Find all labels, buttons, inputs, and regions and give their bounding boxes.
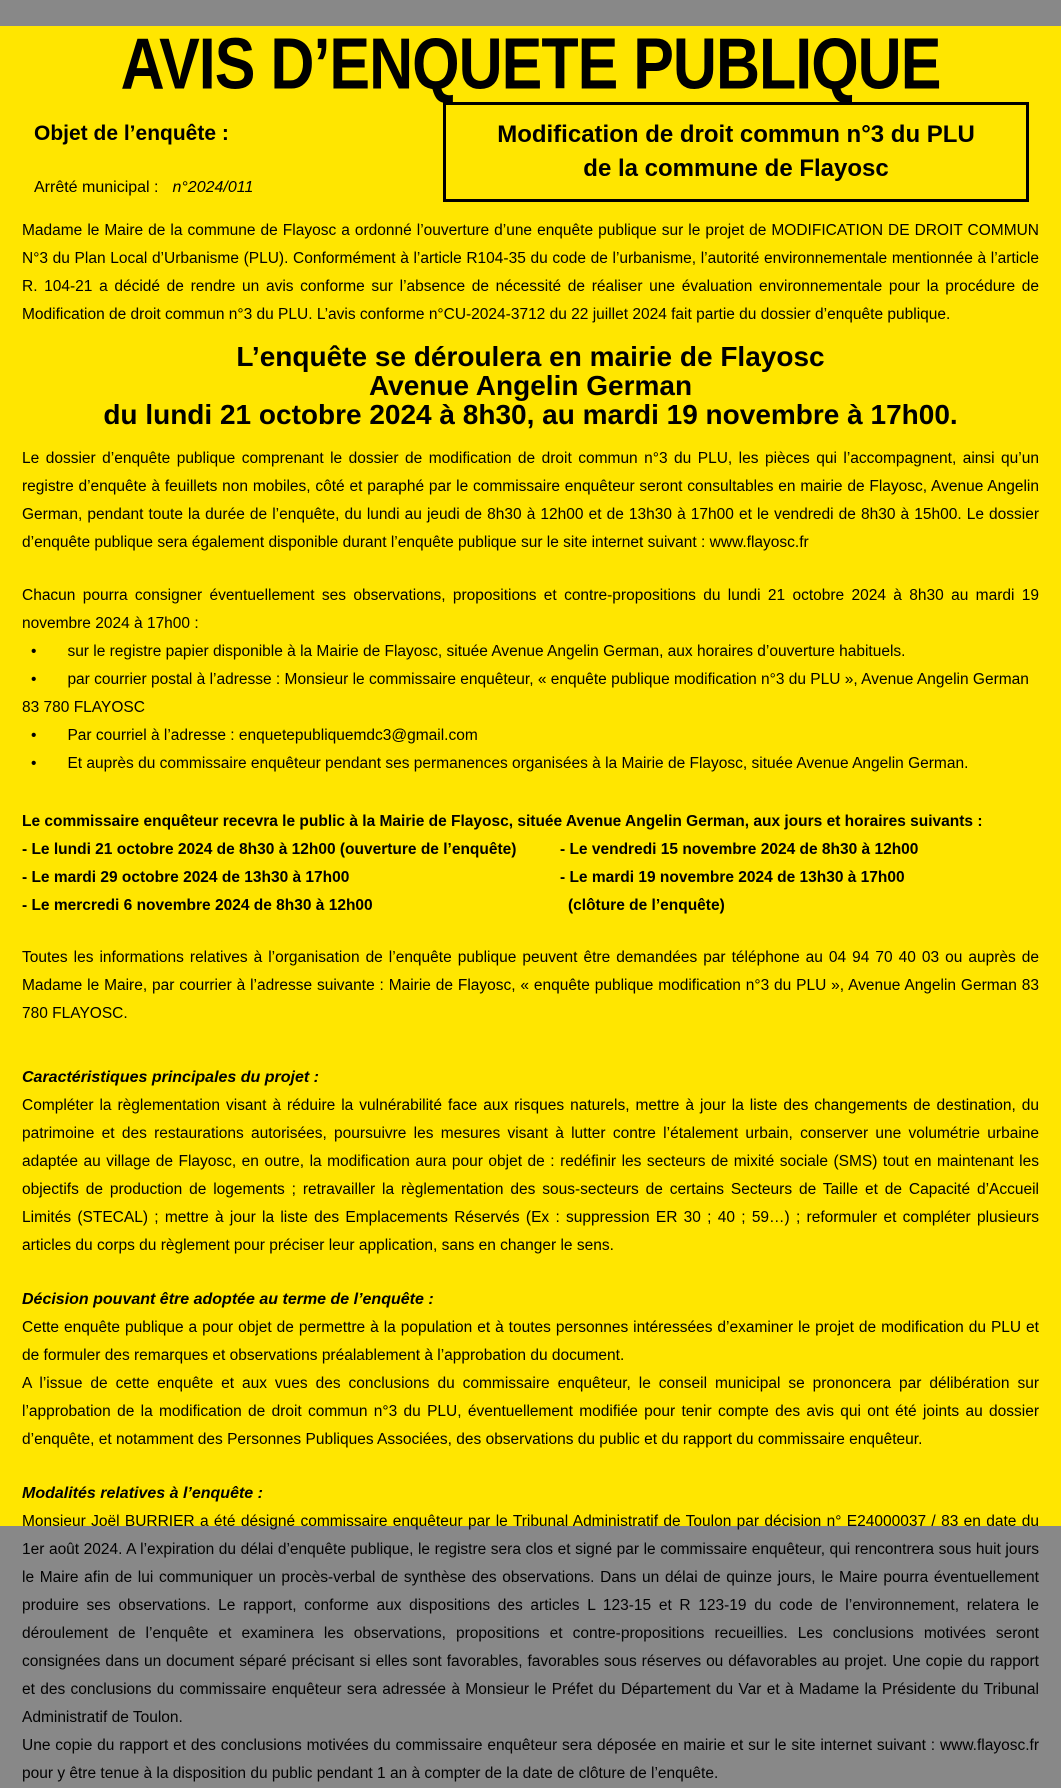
inquiry-object-label: Objet de l’enquête : [34,122,229,145]
section-heading: Caractéristiques principales du projet : [22,1069,319,1086]
header [22,102,1039,202]
decree-number: n°2024/011 [172,179,254,196]
subject-box-line2: de la commune de Flayosc [583,155,889,182]
schedule-session: - Le vendredi 15 novembre 2024 de 8h30 à 12h00 [560,841,919,858]
venue-heading-line1: L’enquête se déroulera en mairie de Flayosc [236,341,825,372]
schedule-session: - Le lundi 21 octobre 2024 de 8h30 à 12h00 (ouverture de l’enquête) [22,841,517,858]
public-inquiry-notice [0,23,1061,1782]
commissioner-schedule [22,808,1039,920]
observation-item-email [22,722,1039,750]
bullet-icon: • [31,727,37,744]
schedule-session: - Le mardi 29 octobre 2024 de 13h30 à 17h00 [22,869,350,886]
inquiry-subject-box [443,102,1029,202]
municipal-decree-line [34,179,253,197]
observations-block [22,582,1039,778]
observation-item-register [22,638,1039,666]
section-heading: Décision pouvant être adoptée au terme de l’enquête : [22,1291,434,1308]
dossier-paragraph: Le dossier d’enquête publique comprenant le dossier de modification de droit commun n°3 du PLU, les pièces qui l’accompagnent, ainsi qu’un registre d’enquête à feuillets non mobiles, côté et paraphé par le commissaire enquêteur seront consultables en mairie de Flayosc, Avenue Angelin German, pendant toute la durée de l’enquête, du lundi au jeudi de 8h30 à 12h00 et de 13h30 à 17h00 et le vendredi de 8h30 à 15h00. Le dossier d’enquête publique sera également disponible durant l’enquête publique sur le site internet suivant : www.flayosc.fr [22,450,1039,551]
venue-heading-line2: Avenue Angelin German [368,370,693,401]
header-left [22,102,253,202]
section-paragraph: A l’issue de cette enquête et aux vues des conclusions du commissaire enquêteur, le conseil municipal se prononcera par délibération sur l’approbation de la modification de droit commun n°3 du PLU, éventuellement modifiée pour tenir compte des avis qui ont été joints au dossier d’enquête, et notamment des Personnes Publiques Associées, des observations du public et du rapport du commissaire enquêteur. [22,1375,1039,1448]
schedule-grid [22,836,1039,920]
bullet-icon: • [31,755,37,772]
observation-item-text: par courrier postal à l’adresse : Monsieur le commissaire enquêteur, « enquête publique modification n°3 du PLU », Avenue Angelin German 83 780 FLAYOSC [22,671,1029,716]
observations-intro: Chacun pourra consigner éventuellement ses observations, propositions et contre-propositions du lundi 21 octobre 2024 à 8h30 au mardi 19 novembre 2024 à 17h00 : [22,587,1039,632]
bullet-icon: • [31,671,37,688]
schedule-session: - Le mercredi 6 novembre 2024 de 8h30 à 12h00 [22,897,373,914]
bullet-icon: • [31,643,37,660]
section-paragraph: Une copie du rapport et des conclusions motivées du commissaire enquêteur sera déposée en mairie et sur le site internet suivant : www.flayosc.fr pour y être tenue à la disposition du public pendant 1 an à compter de la date de clôture de l’enquête. [22,1737,1039,1782]
intro-paragraph: Madame le Maire de la commune de Flayosc a ordonné l’ouverture d’une enquête publique sur le projet de MODIFICATION DE DROIT COMMUN N°3 du Plan Local d’Urbanisme (PLU). Conformément à l’article R104-35 du code de l’urbanisme, l’autorité environnementale mentionnée à l’article R. 104-21 a décidé de rendre un avis conforme sur l’absence de nécessité de réaliser une évaluation environnementale pour la procédure de Modification de droit commun n°3 du PLU. L’avis conforme n°CU-2024-3712 du 22 juillet 2024 fait partie du dossier d’enquête publique. [22,222,1039,323]
section-project-characteristics [22,1064,1039,1260]
section-inquiry-modalities [22,1480,1039,1788]
schedule-session: - Le mardi 19 novembre 2024 de 13h30 à 17h00 [560,869,905,886]
observation-item-text: Par courriel à l’adresse : enquetepubliquemdc3@gmail.com [67,727,478,744]
section-possible-decision [22,1286,1039,1454]
section-paragraph: Compléter la règlementation visant à réduire la vulnérabilité face aux risques naturels, mettre à jour la liste des changements de destination, du patrimoine et des restaurations autorisées, poursuivre les mesures visant à lutter contre l’étalement urbain, conserver une volumétrie urbaine adaptée au village de Flayosc, en outre, la modification aura pour objet de : redéfinir les secteurs de mixité sociale (SMS) tout en maintenant les objectifs de production de logements ; retravailler la règlementation des sous-secteurs de certains Secteurs de Taille et de Capacité d’Accueil Limités (STECAL) ; mettre à jour la liste des Emplacements Réservés (Ex : suppression ER 30 ; 40 ; 59…) ; reformuler et compléter plusieurs articles du corps du règlement pour préciser leur application, sans en changer le sens. [22,1097,1039,1254]
decree-label: Arrêté municipal : [34,179,159,196]
section-paragraph: Monsieur Joël BURRIER a été désigné commissaire enquêteur par le Tribunal Administratif de Toulon par décision n° E24000037 / 83 en date du 1er août 2024. A l’expiration du délai d’enquête publique, le registre sera clos et signé par le commissaire enquêteur, qui rencontrera sous huit jours le Maire afin de lui communiquer un procès-verbal de synthèse des observations. Dans un délai de quinze jours, le Maire pourra éventuellement produire ses observations. Le rapport, conforme aux dispositions des articles L 123-15 et R 123-19 du code de l’environnement, relatera le déroulement de l’enquête et examinera les observations, propositions et contre-propositions recueillies. Les conclusions motivées seront consignées dans un document séparé précisant si elles sont favorables, favorables sous réserves ou défavorables au projet. Une copie du rapport et des conclusions du commissaire enquêteur sera adressée à Monsieur le Préfet du Département du Var et à Madame la Présidente du Tribunal Administratif de Toulon. [22,1513,1039,1726]
schedule-closure-note: (clôture de l’enquête) [568,897,725,914]
venue-heading-line3: du lundi 21 octobre 2024 à 8h30, au mardi 19 novembre à 17h00. [103,399,958,430]
observation-item-text: Et auprès du commissaire enquêteur pendant ses permanences organisées à la Mairie de Flayosc, située Avenue Angelin German. [67,755,969,772]
contact-info-paragraph: Toutes les informations relatives à l’organisation de l’enquête publique peuvent être demandées par téléphone au 04 94 70 40 03 ou auprès de Madame le Maire, par courrier à l’adresse suivante : Mairie de Flayosc, « enquête publique modification n°3 du PLU », Avenue Angelin German 83 780 FLAYOSC. [22,949,1039,1022]
page-title: AVIS D’ENQUETE PUBLIQUE [120,23,941,104]
observation-item-text: sur le registre papier disponible à la Mairie de Flayosc, située Avenue Angelin German, aux horaires d’ouverture habituels. [67,643,906,660]
section-paragraph: Cette enquête publique a pour objet de permettre à la population et à toutes personnes intéressées d’examiner le projet de modification du PLU et de formuler des remarques et observations préalablement à l’approbation du document. [22,1319,1039,1364]
schedule-intro: Le commissaire enquêteur recevra le public à la Mairie de Flayosc, située Avenue Angelin German, aux jours et horaires suivants : [22,813,983,830]
section-heading: Modalités relatives à l’enquête : [22,1485,263,1502]
venue-heading [22,342,1039,429]
observation-item-postal-mail [22,666,1039,722]
subject-box-line1: Modification de droit commun n°3 du PLU [497,121,975,148]
observation-item-in-person [22,750,1039,778]
